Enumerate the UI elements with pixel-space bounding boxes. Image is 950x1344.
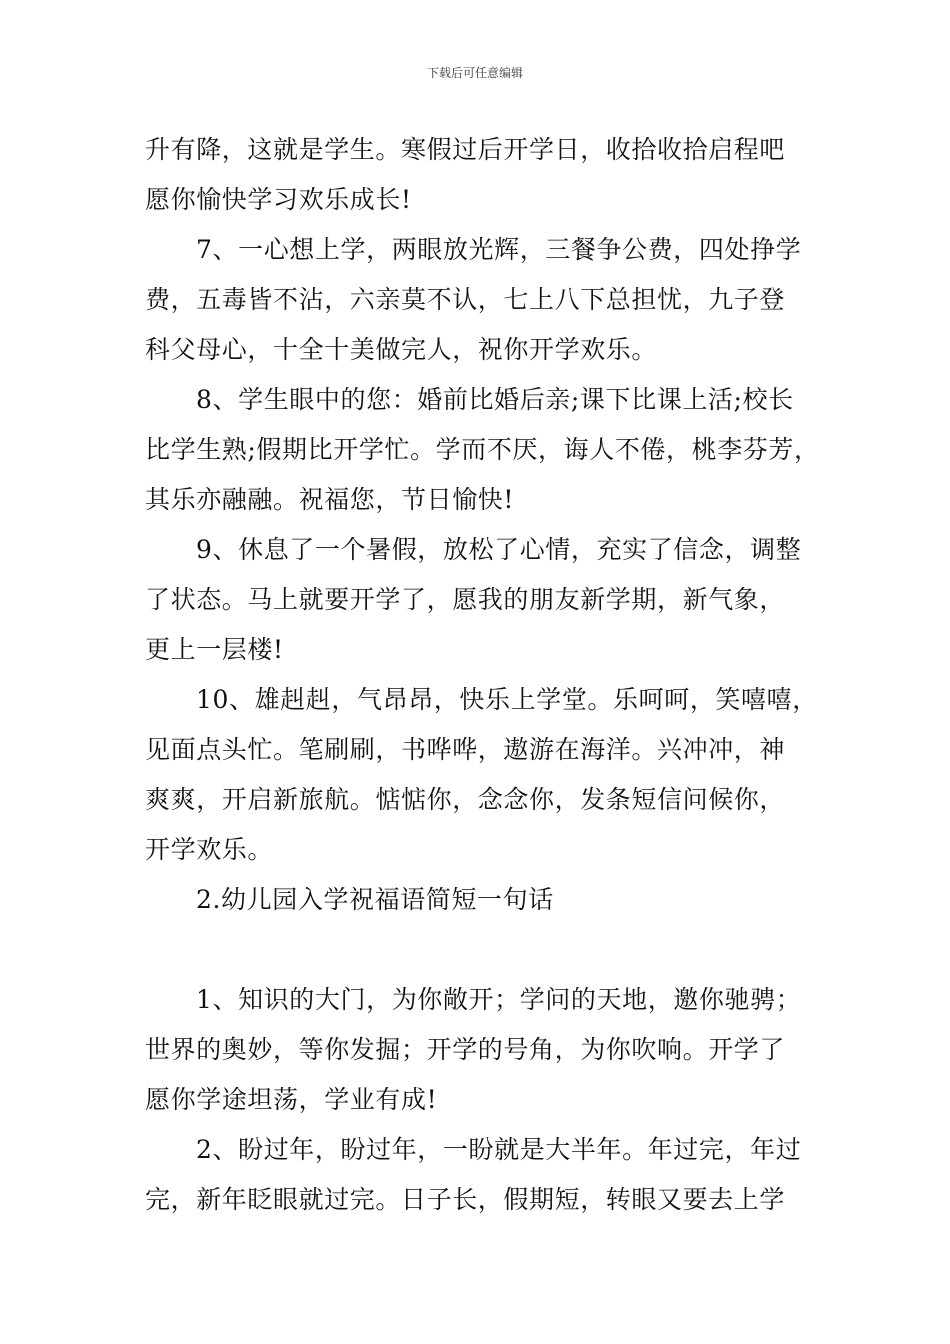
text-line: 了状态。马上就要开学了，愿我的朋友新学期，新气象， — [145, 585, 786, 614]
text-line: 世界的奥妙，等你发掘；开学的号角，为你吹响。开学了 — [145, 1035, 786, 1064]
paragraph-1-line: 1、知识的大门，为你敞开；学问的天地，邀你驰骋； — [196, 985, 802, 1014]
text-line: 愿你愉快学习欢乐成长! — [145, 185, 412, 214]
text-line: 比学生熟;假期比开学忙。学而不厌，诲人不倦，桃李芬芳， — [145, 435, 820, 464]
paragraph-8-line: 8、学生眼中的您：婚前比婚后亲;课下比课上活;校长 — [196, 385, 794, 414]
text-line: 更上一层楼! — [145, 635, 284, 664]
text-line: 科父母心，十全十美做完人，祝你开学欢乐。 — [145, 335, 658, 364]
text-line: 费，五毒皆不沾，六亲莫不认，七上八下总担忧，九子登 — [145, 285, 786, 314]
text-line: 爽爽，开启新旅航。惦惦你，念念你，发条短信问候你， — [145, 785, 786, 814]
paragraph-9-line: 9、休息了一个暑假，放松了心情，充实了信念，调整 — [196, 535, 802, 564]
section-heading: 2.幼儿园入学祝福语简短一句话 — [196, 885, 554, 914]
text-line: 开学欢乐。 — [145, 835, 274, 864]
text-line: 其乐亦融融。祝福您，节日愉快! — [145, 485, 515, 514]
text-line: 愿你学途坦荡，学业有成! — [145, 1085, 438, 1114]
paragraph-10-line: 10、雄赳赳，气昂昂，快乐上学堂。乐呵呵，笑嘻嘻， — [196, 685, 818, 714]
page-header-note: 下载后可任意编辑 — [426, 66, 523, 80]
paragraph-7-line: 7、一心想上学，两眼放光辉，三餐争公费，四处挣学 — [196, 235, 802, 264]
text-line: 见面点头忙。笔刷刷，书哗哗，遨游在海洋。兴冲冲，神 — [145, 735, 786, 764]
text-line: 升有降，这就是学生。寒假过后开学日，收拾收拾启程吧 — [145, 135, 786, 164]
text-line: 完，新年眨眼就过完。日子长，假期短，转眼又要去上学 — [145, 1185, 786, 1214]
paragraph-2-line: 2、盼过年，盼过年，一盼就是大半年。年过完，年过 — [196, 1135, 802, 1164]
